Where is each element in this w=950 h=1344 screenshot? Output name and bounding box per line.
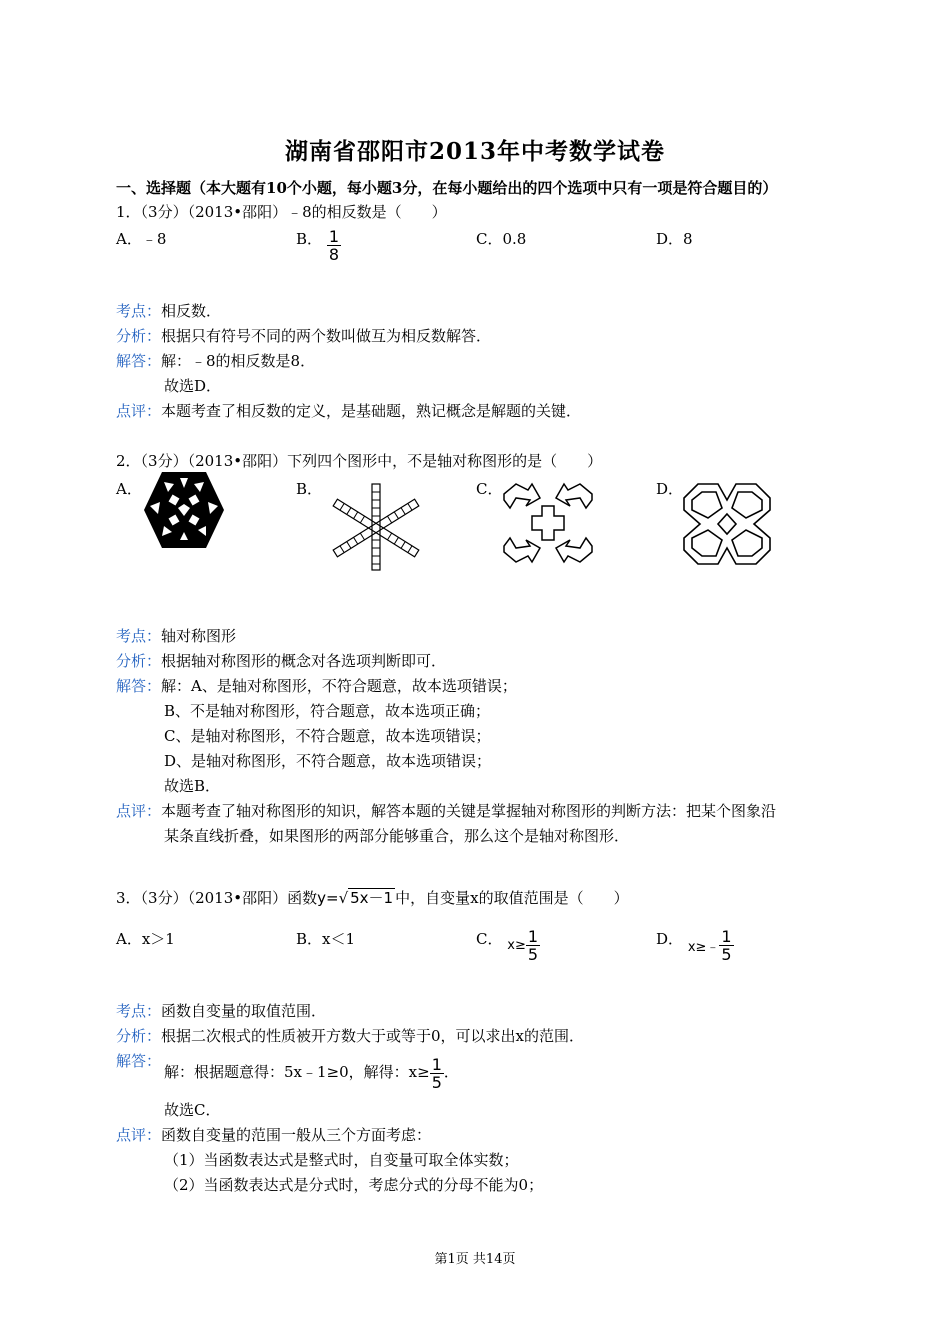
q2-kaodian-text: 轴对称图形 — [161, 627, 237, 645]
q2-jieda-text-1: 解：A、是轴对称图形，不符合题意，故本选项错误； — [161, 677, 517, 695]
q3-option-c-fraction — [526, 928, 540, 963]
q3-kaodian — [116, 1001, 326, 1021]
q2-fenxi-text: 根据轴对称图形的概念对各选项判断即可． — [161, 652, 447, 670]
q1-kaodian — [116, 301, 221, 321]
q2-dianping-text-2: 某条直线折叠，如果图形的两部分能够重合，那么这个是轴对称图形． — [164, 827, 630, 845]
fraction-numerator: 1 — [527, 927, 539, 946]
label-kaodian: 考点： — [116, 302, 162, 320]
q3-function-lhs: y= — [317, 889, 339, 907]
q3-dianping-text-1: 函数自变量的范围一般从三个方面考虑： — [161, 1126, 432, 1144]
q2-fenxi — [116, 651, 446, 671]
q3-option-d-fraction — [719, 928, 733, 963]
section-heading: 一、选择题（本大题有10个小题，每小题3分，在每小题给出的四个选项中只有一项是符合题目的） — [116, 179, 778, 197]
q3-jieda-text: 解：根据题意得：5x﹣1≥0，解得：x≥ — [164, 1063, 430, 1081]
q1-option-d: D．8 — [656, 230, 693, 248]
fraction-numerator: 1 — [431, 1054, 442, 1074]
q3-jieda-text-1 — [164, 1054, 459, 1091]
q3-function-radicand: 5x－1 — [350, 889, 394, 907]
label-dianping: 点评： — [116, 1126, 162, 1144]
label-dianping: 点评： — [116, 802, 162, 820]
q1-dianping-text: 本题考查了相反数的定义，是基础题，熟记概念是解题的关键． — [161, 402, 582, 420]
label-jieda: 解答： — [116, 1052, 162, 1070]
q1-option-b-fraction — [327, 228, 341, 263]
q3-stem-prefix: 3．（3分）（2013•邵阳）函数 — [116, 889, 318, 907]
q1-fenxi — [116, 326, 491, 346]
q3-fenxi — [116, 1026, 584, 1046]
q3-option-c-prefix: C． — [476, 930, 503, 948]
fraction-numerator: 1 — [328, 227, 339, 246]
q1-option-a: A．﹣8 — [116, 230, 167, 248]
q3-function-sqrt: √ 5x－1 — [338, 889, 394, 907]
q1-jieda-text-2: 故选D． — [164, 377, 222, 395]
q2-jieda-text-5: 故选B． — [164, 777, 221, 795]
page-title: 湖南省邵阳市2013年中考数学试卷 — [284, 138, 665, 165]
q1-jieda-text-1: 解：﹣8的相反数是8． — [161, 352, 316, 370]
q1-dianping — [116, 401, 581, 421]
q2-kaodian — [116, 626, 236, 646]
q2-stem: 2．（3分）（2013•邵阳）下列四个图形中，不是轴对称图形的是（ ） — [116, 452, 603, 470]
label-fenxi: 分析： — [116, 1027, 162, 1045]
q1-option-b — [296, 228, 341, 263]
figure-d-rounded-x — [682, 482, 772, 566]
q1-jieda — [116, 351, 315, 371]
q3-dianping-text-2: （1）当函数表达式是整式时，自变量可取全体实数； — [164, 1151, 519, 1169]
label-kaodian: 考点： — [116, 1002, 162, 1020]
q1-stem: 1．（3分）（2013•邵阳）﹣8的相反数是（ ） — [116, 203, 447, 221]
q3-dianping-text-3: （2）当函数表达式是分式时，考虑分式的分母不能为0； — [164, 1176, 544, 1194]
q3-option-c-expr: x≥ — [507, 938, 526, 953]
fraction-denominator: 5 — [431, 1072, 442, 1092]
label-fenxi: 分析： — [116, 652, 162, 670]
q2-dianping-text-1: 本题考查了轴对称图形的知识，解答本题的关键是掌握轴对称图形的判断方法：把某个图象沿 — [161, 802, 777, 820]
label-kaodian: 考点： — [116, 627, 162, 645]
q3-kaodian-text: 函数自变量的取值范围． — [161, 1002, 327, 1020]
q3-jieda-text-2: 故选C． — [164, 1101, 221, 1119]
q3-dianping — [116, 1125, 431, 1145]
q3-option-a: A．x＞1 — [116, 930, 175, 948]
q3-option-d — [656, 928, 734, 963]
label-jieda: 解答： — [116, 352, 162, 370]
figure-c-arrows-cross — [500, 480, 596, 566]
q2-jieda-text-3: C、是轴对称图形，不符合题意，故本选项错误； — [164, 727, 491, 745]
q3-stem — [116, 888, 629, 908]
label-fenxi: 分析： — [116, 327, 162, 345]
q1-fenxi-text: 根据只有符号不同的两个数叫做互为相反数解答． — [161, 327, 492, 345]
fraction-denominator: 5 — [527, 945, 539, 964]
q3-option-d-expr: x≥﹣ — [687, 940, 720, 955]
q2-jieda-text-2: B、不是轴对称图形，符合题意，故本选项正确； — [164, 702, 491, 720]
fraction-numerator: 1 — [721, 927, 732, 946]
q3-option-d-prefix: D． — [656, 930, 684, 948]
q3-option-b: B．x＜1 — [296, 930, 356, 948]
fraction-denominator: 5 — [721, 945, 732, 964]
figure-b-ladder-star — [318, 482, 420, 574]
label-jieda: 解答： — [116, 677, 162, 695]
label-dianping: 点评： — [116, 402, 162, 420]
q2-option-b: B． — [296, 480, 323, 498]
q1-kaodian-text: 相反数． — [161, 302, 222, 320]
q3-jieda-fraction — [430, 1056, 444, 1091]
q3-stem-suffix: 中，自变量x的取值范围是（ ） — [395, 889, 629, 907]
q3-option-c — [476, 928, 540, 963]
figure-a-hexagon-snowflake — [142, 470, 226, 550]
page-footer: 第1页 共14页 — [434, 1252, 516, 1267]
q3-jieda-end: ． — [443, 1063, 459, 1081]
q2-jieda — [116, 676, 517, 696]
q3-jieda-label — [116, 1051, 161, 1071]
q3-fenxi-text: 根据二次根式的性质被开方数大于或等于0，可以求出x的范围． — [161, 1027, 585, 1045]
q2-jieda-text-4: D、是轴对称图形，不符合题意，故本选项错误； — [164, 752, 492, 770]
q1-option-b-prefix: B． — [296, 230, 323, 248]
fraction-denominator: 8 — [328, 245, 339, 264]
q2-option-d: D． — [656, 480, 684, 498]
q2-option-a: A． — [116, 480, 142, 498]
q1-option-c: C．0.8 — [476, 230, 527, 248]
q2-option-c: C． — [476, 480, 503, 498]
q2-dianping — [116, 801, 776, 821]
